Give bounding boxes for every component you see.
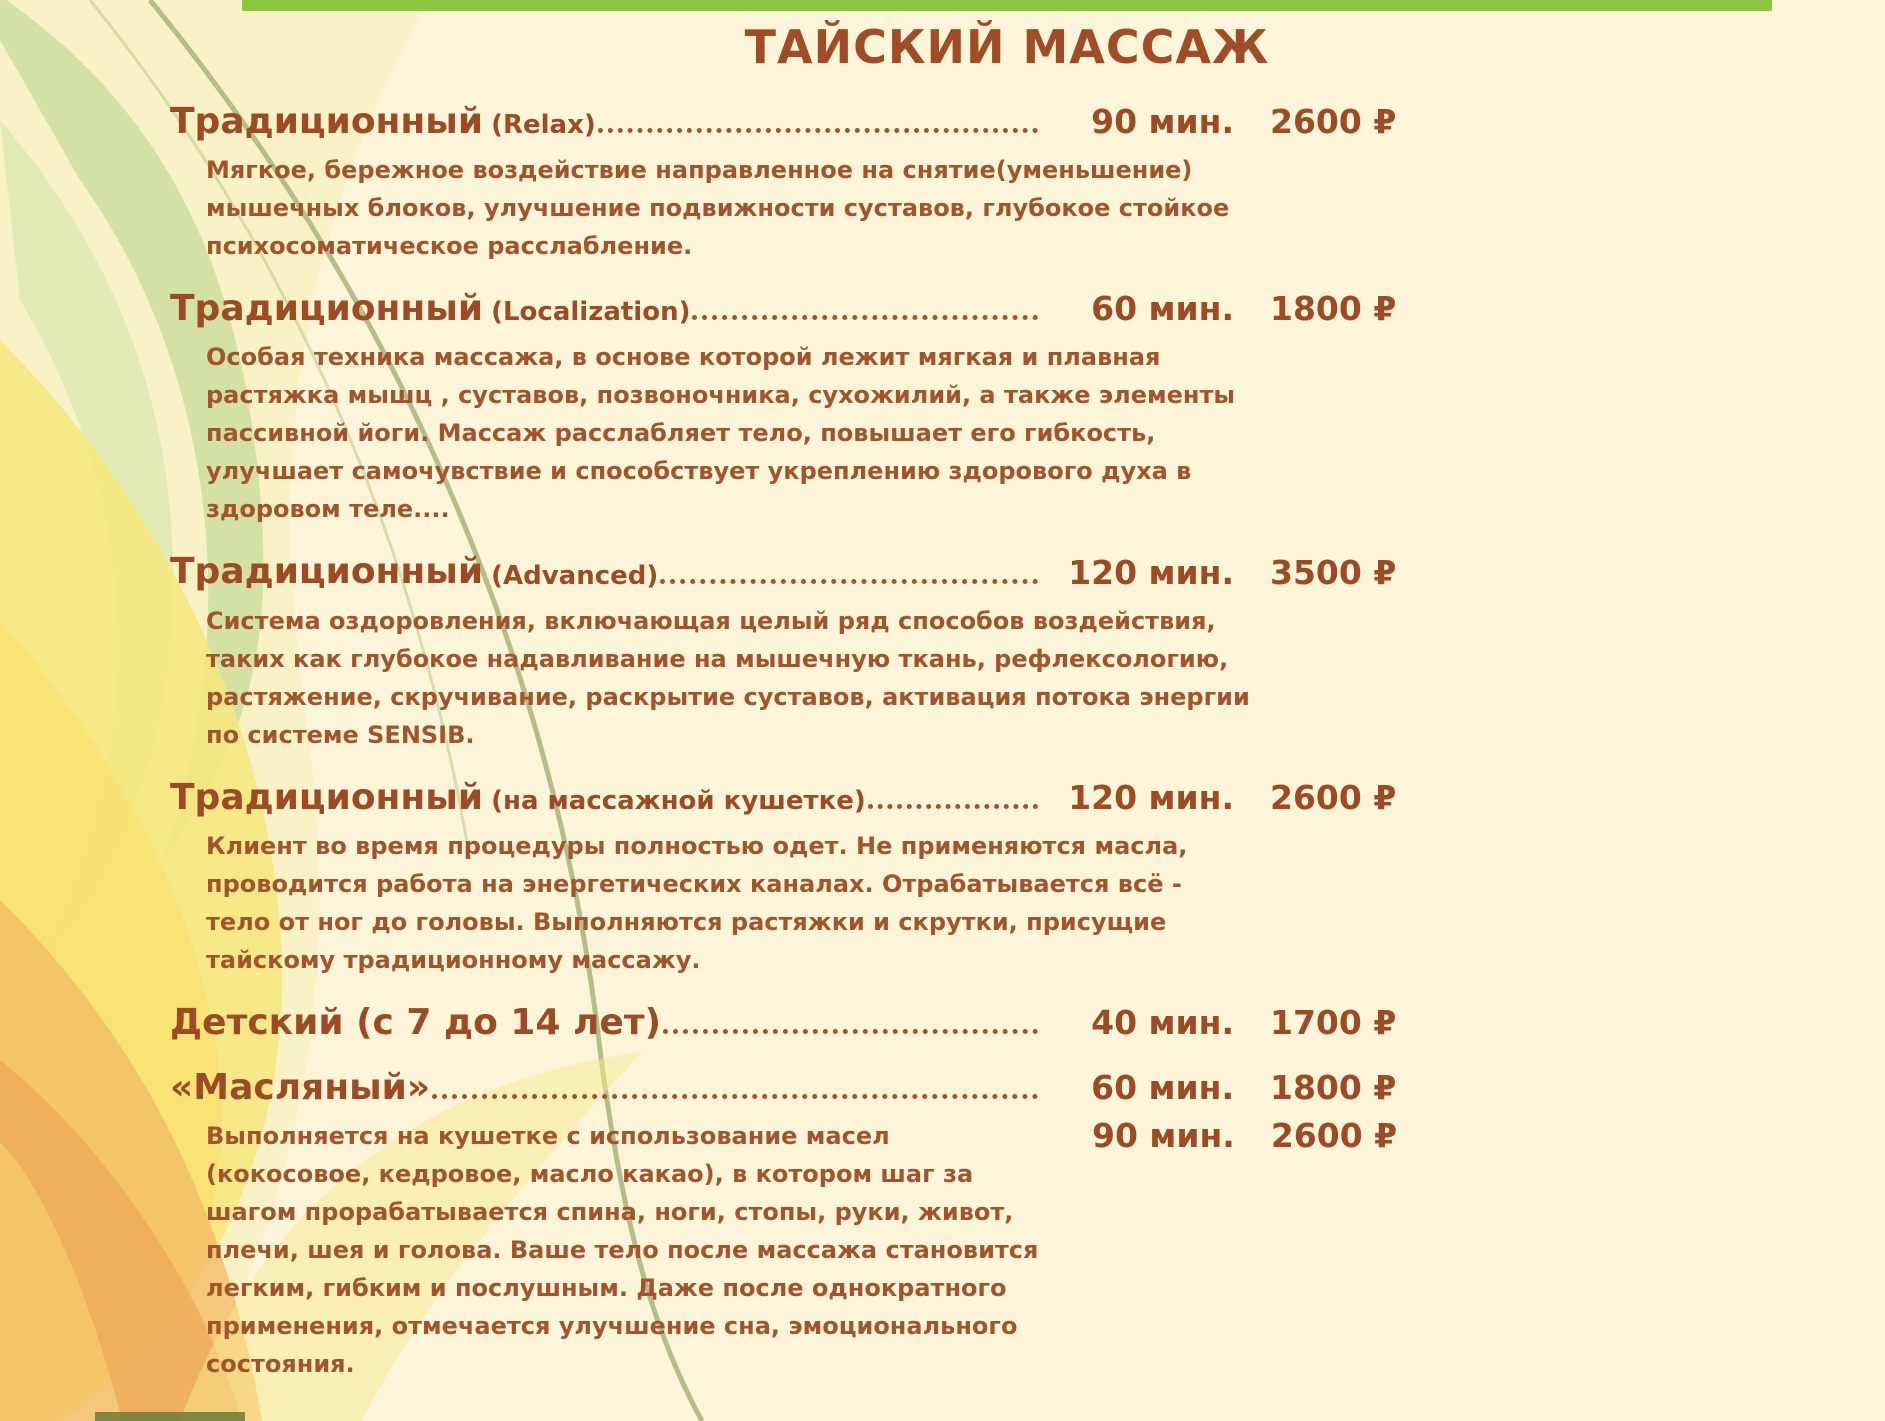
item-description: Выполняется на кушетке с использование масел (кокосовое, кедровое, масло какао), в котором шаг за шагом прорабатывается спина, ноги, стопы, руки, живот, плечи, шея и голова. Ваше тело после массажа становится легким, гибким и послушным. Даже после однократного применения, отмечается улучшение сна, эмоционального состояния. [206, 1122, 1039, 1379]
item-title-row [170, 287, 1410, 330]
item-description-row [170, 1117, 1410, 1383]
item-description-row [170, 338, 1410, 528]
dotted-leader [598, 128, 1038, 133]
item-price: 2600 ₽ [1270, 777, 1397, 817]
item-title-row [170, 1001, 1410, 1044]
dotted-leader [432, 1094, 1038, 1099]
item-title-row [170, 776, 1410, 819]
item-price: 1800 ₽ [1270, 289, 1397, 329]
item-variant: (Relax) [491, 110, 596, 141]
item-title-row [170, 1066, 1410, 1109]
item-name: Традиционный [170, 551, 484, 593]
menu-item-oil [170, 1066, 1410, 1383]
item-name: «Масляный» [170, 1066, 431, 1108]
item-variant: (Localization) [491, 297, 691, 328]
item-duration: 60 мин. [1091, 289, 1234, 329]
item-description-row [170, 827, 1410, 979]
item-description: Система оздоровления, включающая целый ряд способов воздействия, таких как глубокое надавливание на мышечную ткань, рефлексологию, растяжение, скручивание, раскрытие суставов, активация потока энергии по системе SENSIB. [206, 606, 1250, 749]
price-list [170, 100, 1410, 1383]
item-name: Традиционный [170, 101, 484, 142]
menu-item-localization [170, 287, 1410, 528]
item-price: 1700 ₽ [1270, 1002, 1397, 1042]
item-price: 3500 ₽ [1270, 552, 1397, 592]
item-duration: 40 мин. [1091, 1002, 1234, 1042]
menu-item-couch [170, 776, 1410, 979]
item-description-row [170, 151, 1410, 265]
dotted-leader [868, 804, 1038, 809]
dotted-leader [663, 1029, 1038, 1034]
item-description: Клиент во время процедуры полностью одет. Не применяются масла, проводится работа на энергетических каналах. Отрабатывается всё - тело от ног до головы. Выполняются растяжки и скрутки, присущие тайскому традиционному массажу. [206, 831, 1188, 974]
item-price: 1800 ₽ [1270, 1068, 1397, 1108]
menu-item-advanced [170, 550, 1410, 753]
item-duration: 120 мин. [1068, 777, 1234, 817]
item-variant: (на массажной кушетке) [491, 785, 866, 816]
dotted-leader [692, 315, 1038, 320]
menu-item-relax [170, 100, 1410, 265]
menu-item-kids [170, 1001, 1410, 1044]
item-variant: (Advanced) [491, 560, 659, 591]
dotted-leader [660, 579, 1038, 584]
item-description: Особая техника массажа, в основе которой лежит мягкая и плавная растяжка мышц , суставов, позвоночника, сухожилий, а также элементы пассивной йоги. Массаж расслабляет тело, повышает его гибкость, улучшает самочувствие и способствует укреплению здорового духа в здоровом теле.... [206, 343, 1236, 524]
item-description-row [170, 602, 1410, 754]
item-price-2: 2600 ₽ [1270, 1116, 1398, 1156]
item-name: Традиционный [170, 288, 484, 330]
item-name: Традиционный [170, 776, 484, 818]
item-duration: 60 мин. [1091, 1068, 1234, 1108]
item-price: 2600 ₽ [1270, 102, 1397, 142]
item-duration: 120 мин. [1068, 552, 1234, 592]
item-title-row [170, 550, 1410, 593]
item-name: Детский (с 7 до 14 лет) [170, 1001, 662, 1043]
item-duration-2: 90 мин. [1091, 1116, 1235, 1156]
item-description: Мягкое, бережное воздействие направленное на снятие(уменьшение) мышечных блоков, улучшение подвижности суставов, глубокое стойкое психосоматическое расслабление. [206, 156, 1230, 261]
header-accent-bar [242, 0, 1772, 11]
item-title-row [170, 100, 1410, 143]
item-duration: 90 мин. [1091, 102, 1234, 142]
page-title: ТАЙСКИЙ МАССАЖ [744, 20, 1270, 74]
